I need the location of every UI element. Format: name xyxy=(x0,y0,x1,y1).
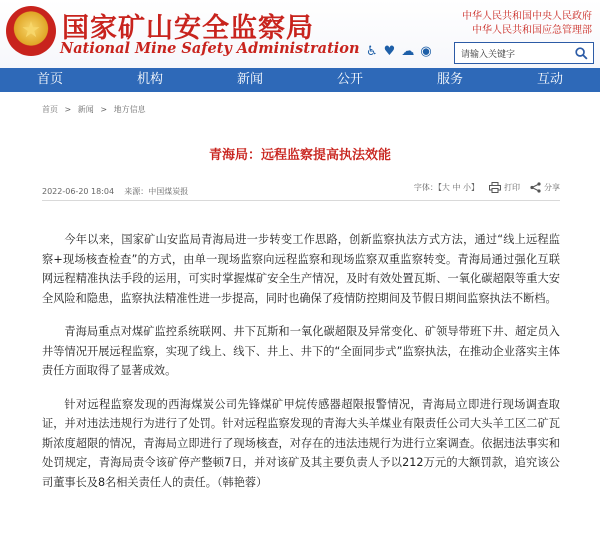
article-meta xyxy=(42,182,560,198)
accessibility-tools xyxy=(366,44,432,59)
breadcrumb-home[interactable]: 首页 xyxy=(42,105,58,114)
breadcrumb-news[interactable]: 新闻 xyxy=(77,105,94,114)
nav-home[interactable]: 首页 xyxy=(36,72,63,87)
elderly-mode-icon[interactable]: ♥ xyxy=(383,44,396,59)
share-label: 分享 xyxy=(544,183,560,192)
print-button[interactable] xyxy=(489,182,520,193)
share-icon xyxy=(530,182,541,193)
nav-interaction[interactable]: 互动 xyxy=(536,72,563,87)
national-emblem-icon[interactable]: ★ xyxy=(6,6,56,56)
search-icon xyxy=(575,47,588,60)
breadcrumb-separator: > xyxy=(64,105,72,114)
nav-service[interactable]: 服务 xyxy=(436,72,463,87)
breadcrumb xyxy=(42,104,150,115)
site-title[interactable]: 国家矿山安全监察局 xyxy=(62,13,314,44)
accessibility-icon[interactable]: ♿ xyxy=(366,44,378,59)
article-paragraph: 针对远程监察发现的西海煤炭公司先锋煤矿甲烷传感器超限报警情况，青海局立即进行现场调查取证，并对违法违规行为进行了处罚。针对远程监察发现的青海大头羊煤业有限责任公司大头羊工区二矿瓦斯浓度超限的情况，青海局立即进行了现场核查，对存在的违法违规行为进行立案调查。依据违法事实和处罚规定，青海局责令该矿停产整顿7日，并对该矿及其主要负责人予以212万元的大额罚款，追究该公司董事长及8名相关责任人的责任。（韩艳蓉） xyxy=(42,397,560,489)
nav-news[interactable]: 新闻 xyxy=(236,72,263,87)
article-paragraph: 青海局重点对煤矿监控系统联网、井下瓦斯和一氧化碳超限及异常变化、矿领导带班下井、超定员入井等情况开展远程监察，实现了线上、线下、井上、井下的“全面同步式”监察执法，在推动企业落实主体责任方面取得了显著成效。 xyxy=(42,325,560,377)
gov-link-emergency[interactable]: 中华人民共和国应急管理部 xyxy=(472,25,592,36)
search-box xyxy=(454,42,594,64)
gov-links xyxy=(462,10,592,38)
site-subtitle: National Mine Safety Administration xyxy=(60,40,360,57)
print-label: 打印 xyxy=(504,183,520,192)
gov-link-central[interactable]: 中华人民共和国中央人民政府 xyxy=(462,11,592,22)
breadcrumb-separator: > xyxy=(100,105,108,114)
breadcrumb-local-info[interactable]: 地方信息 xyxy=(113,105,146,114)
nav-organization[interactable]: 机构 xyxy=(136,72,163,87)
article-source: 来源：中国煤炭报 xyxy=(124,187,189,196)
site-header xyxy=(0,0,600,68)
search-input[interactable]: 请输入关键字 xyxy=(461,49,516,60)
article-date: 2022-06-20 18:04 xyxy=(42,187,115,196)
article-body xyxy=(42,230,560,506)
nav-public[interactable]: 公开 xyxy=(336,72,363,87)
weibo-icon[interactable]: ◉ xyxy=(420,44,432,59)
search-button[interactable] xyxy=(569,43,593,63)
article-title: 青海局：远程监察提高执法效能 xyxy=(208,148,391,163)
font-size-selector[interactable]: 字体：【大 中 小】 xyxy=(413,183,479,192)
share-button[interactable] xyxy=(530,182,560,193)
article-date-source xyxy=(42,186,188,197)
wechat-icon[interactable]: ☁ xyxy=(401,44,415,59)
main-nav xyxy=(0,68,600,92)
article-paragraph: 今年以来，国家矿山安监局青海局进一步转变工作思路，创新监察执法方式方法，通过“线上远程监察+现场核查检查”的方式，由单一现场监察向远程监察和现场监察双重监察转变。青海局通过强化互联网远程精准执法手段的运用，可实时掌握煤矿安全生产情况，及时有效处置瓦斯、一氧化碳超限等重大安全风险和隐患，监察执法精准性进一步提高，同时也确保了疫情防控期间及节假日期间监察执法不断档。 xyxy=(42,233,560,305)
meta-divider xyxy=(42,200,560,201)
article-tools xyxy=(414,182,560,193)
printer-icon xyxy=(489,182,501,193)
